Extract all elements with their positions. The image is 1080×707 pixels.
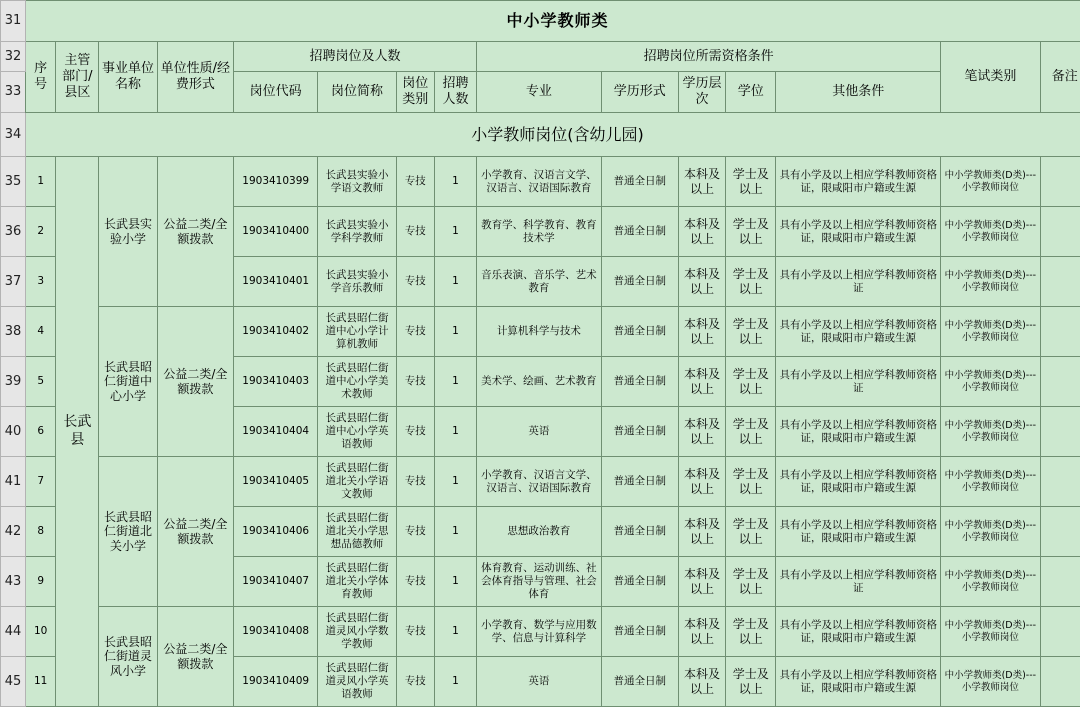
cell-unit[interactable]: 长武县昭仁街道灵风小学 (99, 607, 157, 707)
cell-major[interactable]: 英语 (477, 407, 602, 457)
row-header[interactable]: 36 (1, 207, 26, 257)
cell-major[interactable]: 小学教育、数学与应用数学、信息与计算科学 (477, 607, 602, 657)
cell-recruit-num[interactable]: 1 (434, 157, 476, 207)
cell-recruit-num[interactable]: 1 (434, 507, 476, 557)
cell-post-type[interactable]: 专技 (396, 257, 434, 307)
cell-edu-form[interactable]: 普通全日制 (601, 257, 678, 307)
cell-recruit-num[interactable]: 1 (434, 207, 476, 257)
cell-degree[interactable]: 学士及以上 (726, 657, 776, 707)
cell-exam[interactable]: 中小学教师类(D类)---小学教师岗位 (941, 207, 1040, 257)
cell-major[interactable]: 英语 (477, 657, 602, 707)
cell-edu-level[interactable]: 本科及以上 (678, 257, 725, 307)
cell-post-code[interactable]: 1903410409 (234, 657, 318, 707)
cell-remark[interactable] (1040, 357, 1080, 407)
section-title[interactable]: 小学教师岗位(含幼儿园) (26, 113, 1080, 157)
cell-exam[interactable]: 中小学教师类(D类)---小学教师岗位 (941, 357, 1040, 407)
cell-post-code[interactable]: 1903410406 (234, 507, 318, 557)
header-recruit-num[interactable]: 招聘人数 (434, 72, 476, 113)
cell-seq[interactable]: 2 (26, 207, 56, 257)
cell-post-type[interactable]: 专技 (396, 207, 434, 257)
cell-exam[interactable]: 中小学教师类(D类)---小学教师岗位 (941, 157, 1040, 207)
cell-post-name[interactable]: 长武县昭仁街道中心小学英语教师 (318, 407, 396, 457)
cell-post-code[interactable]: 1903410407 (234, 557, 318, 607)
cell-post-name[interactable]: 长武县昭仁街道北关小学思想品德教师 (318, 507, 396, 557)
cell-edu-level[interactable]: 本科及以上 (678, 557, 725, 607)
cell-remark[interactable] (1040, 607, 1080, 657)
cell-recruit-num[interactable]: 1 (434, 357, 476, 407)
cell-seq[interactable]: 6 (26, 407, 56, 457)
cell-seq[interactable]: 11 (26, 657, 56, 707)
cell-remark[interactable] (1040, 257, 1080, 307)
cell-post-name[interactable]: 长武县昭仁街道灵风小学英语教师 (318, 657, 396, 707)
cell-other[interactable]: 具有小学及以上相应学科教师资格证 (776, 257, 941, 307)
cell-other[interactable]: 具有小学及以上相应学科教师资格证，限咸阳市户籍或生源 (776, 607, 941, 657)
cell-other[interactable]: 具有小学及以上相应学科教师资格证，限咸阳市户籍或生源 (776, 407, 941, 457)
cell-nature[interactable]: 公益二类/全额拨款 (157, 457, 233, 607)
cell-exam[interactable]: 中小学教师类(D类)---小学教师岗位 (941, 607, 1040, 657)
cell-recruit-num[interactable]: 1 (434, 657, 476, 707)
cell-remark[interactable] (1040, 557, 1080, 607)
cell-post-type[interactable]: 专技 (396, 507, 434, 557)
cell-edu-level[interactable]: 本科及以上 (678, 207, 725, 257)
cell-degree[interactable]: 学士及以上 (726, 557, 776, 607)
cell-unit[interactable]: 长武县实验小学 (99, 157, 157, 307)
cell-exam[interactable]: 中小学教师类(D类)---小学教师岗位 (941, 407, 1040, 457)
cell-edu-level[interactable]: 本科及以上 (678, 507, 725, 557)
row-header[interactable]: 44 (1, 607, 26, 657)
cell-recruit-num[interactable]: 1 (434, 257, 476, 307)
row-header[interactable]: 38 (1, 307, 26, 357)
cell-nature[interactable]: 公益二类/全额拨款 (157, 607, 233, 707)
cell-degree[interactable]: 学士及以上 (726, 157, 776, 207)
cell-unit[interactable]: 长武县昭仁街道北关小学 (99, 457, 157, 607)
row-header[interactable]: 39 (1, 357, 26, 407)
cell-post-type[interactable]: 专技 (396, 307, 434, 357)
header-remark[interactable]: 备注 (1040, 42, 1080, 113)
cell-edu-level[interactable]: 本科及以上 (678, 457, 725, 507)
cell-post-type[interactable]: 专技 (396, 657, 434, 707)
cell-post-name[interactable]: 长武县昭仁街道北关小学体育教师 (318, 557, 396, 607)
cell-other[interactable]: 具有小学及以上相应学科教师资格证，限咸阳市户籍或生源 (776, 657, 941, 707)
header-other[interactable]: 其他条件 (776, 72, 941, 113)
cell-remark[interactable] (1040, 407, 1080, 457)
cell-other[interactable]: 具有小学及以上相应学科教师资格证 (776, 557, 941, 607)
row-header[interactable]: 31 (1, 1, 26, 42)
cell-other[interactable]: 具有小学及以上相应学科教师资格证，限咸阳市户籍或生源 (776, 157, 941, 207)
cell-recruit-num[interactable]: 1 (434, 457, 476, 507)
cell-post-name[interactable]: 长武县昭仁街道中心小学美术教师 (318, 357, 396, 407)
cell-other[interactable]: 具有小学及以上相应学科教师资格证，限咸阳市户籍或生源 (776, 457, 941, 507)
header-post-code[interactable]: 岗位代码 (234, 72, 318, 113)
cell-degree[interactable]: 学士及以上 (726, 607, 776, 657)
cell-major[interactable]: 教育学、科学教育、教育技术学 (477, 207, 602, 257)
cell-remark[interactable] (1040, 507, 1080, 557)
cell-major[interactable]: 思想政治教育 (477, 507, 602, 557)
cell-degree[interactable]: 学士及以上 (726, 457, 776, 507)
cell-edu-form[interactable]: 普通全日制 (601, 207, 678, 257)
cell-post-code[interactable]: 1903410400 (234, 207, 318, 257)
header-nature[interactable]: 单位性质/经费形式 (157, 42, 233, 113)
cell-other[interactable]: 具有小学及以上相应学科教师资格证，限咸阳市户籍或生源 (776, 307, 941, 357)
cell-exam[interactable]: 中小学教师类(D类)---小学教师岗位 (941, 557, 1040, 607)
cell-other[interactable]: 具有小学及以上相应学科教师资格证，限咸阳市户籍或生源 (776, 507, 941, 557)
cell-edu-form[interactable]: 普通全日制 (601, 357, 678, 407)
cell-edu-form[interactable]: 普通全日制 (601, 557, 678, 607)
cell-remark[interactable] (1040, 307, 1080, 357)
cell-exam[interactable]: 中小学教师类(D类)---小学教师岗位 (941, 657, 1040, 707)
cell-exam[interactable]: 中小学教师类(D类)---小学教师岗位 (941, 307, 1040, 357)
cell-degree[interactable]: 学士及以上 (726, 357, 776, 407)
cell-edu-level[interactable]: 本科及以上 (678, 657, 725, 707)
row-header[interactable]: 42 (1, 507, 26, 557)
cell-seq[interactable]: 3 (26, 257, 56, 307)
cell-degree[interactable]: 学士及以上 (726, 507, 776, 557)
header-seq[interactable]: 序号 (26, 42, 56, 113)
cell-exam[interactable]: 中小学教师类(D类)---小学教师岗位 (941, 257, 1040, 307)
row-header[interactable]: 34 (1, 113, 26, 157)
cell-major[interactable]: 小学教育、汉语言文学、汉语言、汉语国际教育 (477, 457, 602, 507)
cell-unit[interactable]: 长武县昭仁街道中心小学 (99, 307, 157, 457)
cell-major[interactable]: 音乐表演、音乐学、艺术教育 (477, 257, 602, 307)
cell-remark[interactable] (1040, 657, 1080, 707)
cell-remark[interactable] (1040, 457, 1080, 507)
cell-remark[interactable] (1040, 157, 1080, 207)
cell-edu-form[interactable]: 普通全日制 (601, 607, 678, 657)
header-unit[interactable]: 事业单位名称 (99, 42, 157, 113)
cell-recruit-num[interactable]: 1 (434, 607, 476, 657)
cell-major[interactable]: 小学教育、汉语言文学、汉语言、汉语国际教育 (477, 157, 602, 207)
cell-edu-form[interactable]: 普通全日制 (601, 157, 678, 207)
cell-seq[interactable]: 5 (26, 357, 56, 407)
cell-major[interactable]: 计算机科学与技术 (477, 307, 602, 357)
cell-seq[interactable]: 1 (26, 157, 56, 207)
cell-post-type[interactable]: 专技 (396, 557, 434, 607)
cell-post-name[interactable]: 长武县昭仁街道中心小学计算机教师 (318, 307, 396, 357)
cell-post-name[interactable]: 长武县实验小学音乐教师 (318, 257, 396, 307)
cell-post-code[interactable]: 1903410402 (234, 307, 318, 357)
cell-edu-form[interactable]: 普通全日制 (601, 307, 678, 357)
cell-post-type[interactable]: 专技 (396, 157, 434, 207)
cell-post-name[interactable]: 长武县昭仁街道北关小学语文教师 (318, 457, 396, 507)
cell-edu-form[interactable]: 普通全日制 (601, 407, 678, 457)
cell-post-type[interactable]: 专技 (396, 357, 434, 407)
cell-recruit-num[interactable]: 1 (434, 557, 476, 607)
row-header[interactable]: 33 (1, 72, 26, 113)
cell-seq[interactable]: 10 (26, 607, 56, 657)
row-header[interactable]: 43 (1, 557, 26, 607)
cell-edu-level[interactable]: 本科及以上 (678, 307, 725, 357)
cell-post-name[interactable]: 长武县昭仁街道灵风小学数学教师 (318, 607, 396, 657)
cell-edu-form[interactable]: 普通全日制 (601, 507, 678, 557)
header-edu-form[interactable]: 学历形式 (601, 72, 678, 113)
cell-degree[interactable]: 学士及以上 (726, 257, 776, 307)
sheet-title[interactable]: 中小学教师类 (26, 1, 1080, 42)
cell-post-type[interactable]: 专技 (396, 457, 434, 507)
header-post-name[interactable]: 岗位简称 (318, 72, 396, 113)
row-header[interactable]: 45 (1, 657, 26, 707)
cell-edu-level[interactable]: 本科及以上 (678, 407, 725, 457)
cell-major[interactable]: 体育教育、运动训练、社会体育指导与管理、社会体育 (477, 557, 602, 607)
cell-recruit-num[interactable]: 1 (434, 307, 476, 357)
row-header[interactable]: 37 (1, 257, 26, 307)
header-group-requirements[interactable]: 招聘岗位所需资格条件 (477, 42, 941, 72)
row-header[interactable]: 32 (1, 42, 26, 72)
cell-exam[interactable]: 中小学教师类(D类)---小学教师岗位 (941, 457, 1040, 507)
cell-post-type[interactable]: 专技 (396, 407, 434, 457)
cell-post-code[interactable]: 1903410404 (234, 407, 318, 457)
cell-county[interactable]: 长武县 (56, 157, 99, 707)
header-major[interactable]: 专业 (477, 72, 602, 113)
header-edu-level[interactable]: 学历层次 (678, 72, 725, 113)
row-header[interactable]: 35 (1, 157, 26, 207)
cell-post-name[interactable]: 长武县实验小学语文教师 (318, 157, 396, 207)
cell-post-name[interactable]: 长武县实验小学科学教师 (318, 207, 396, 257)
cell-edu-level[interactable]: 本科及以上 (678, 607, 725, 657)
header-post-type[interactable]: 岗位类别 (396, 72, 434, 113)
cell-edu-form[interactable]: 普通全日制 (601, 657, 678, 707)
cell-degree[interactable]: 学士及以上 (726, 207, 776, 257)
cell-post-code[interactable]: 1903410401 (234, 257, 318, 307)
cell-edu-level[interactable]: 本科及以上 (678, 357, 725, 407)
cell-seq[interactable]: 7 (26, 457, 56, 507)
header-exam[interactable]: 笔试类别 (941, 42, 1040, 113)
cell-post-code[interactable]: 1903410408 (234, 607, 318, 657)
cell-seq[interactable]: 9 (26, 557, 56, 607)
cell-degree[interactable]: 学士及以上 (726, 407, 776, 457)
cell-post-code[interactable]: 1903410399 (234, 157, 318, 207)
header-group-post[interactable]: 招聘岗位及人数 (234, 42, 477, 72)
cell-seq[interactable]: 4 (26, 307, 56, 357)
header-degree[interactable]: 学位 (726, 72, 776, 113)
cell-degree[interactable]: 学士及以上 (726, 307, 776, 357)
header-dept[interactable]: 主管部门/县区 (56, 42, 99, 113)
cell-edu-form[interactable]: 普通全日制 (601, 457, 678, 507)
row-header[interactable]: 41 (1, 457, 26, 507)
cell-exam[interactable]: 中小学教师类(D类)---小学教师岗位 (941, 507, 1040, 557)
cell-post-code[interactable]: 1903410405 (234, 457, 318, 507)
cell-recruit-num[interactable]: 1 (434, 407, 476, 457)
cell-nature[interactable]: 公益二类/全额拨款 (157, 307, 233, 457)
cell-nature[interactable]: 公益二类/全额拨款 (157, 157, 233, 307)
cell-post-code[interactable]: 1903410403 (234, 357, 318, 407)
cell-post-type[interactable]: 专技 (396, 607, 434, 657)
cell-seq[interactable]: 8 (26, 507, 56, 557)
cell-major[interactable]: 美术学、绘画、艺术教育 (477, 357, 602, 407)
cell-other[interactable]: 具有小学及以上相应学科教师资格证，限咸阳市户籍或生源 (776, 207, 941, 257)
cell-edu-level[interactable]: 本科及以上 (678, 157, 725, 207)
cell-remark[interactable] (1040, 207, 1080, 257)
row-header[interactable]: 40 (1, 407, 26, 457)
cell-other[interactable]: 具有小学及以上相应学科教师资格证 (776, 357, 941, 407)
